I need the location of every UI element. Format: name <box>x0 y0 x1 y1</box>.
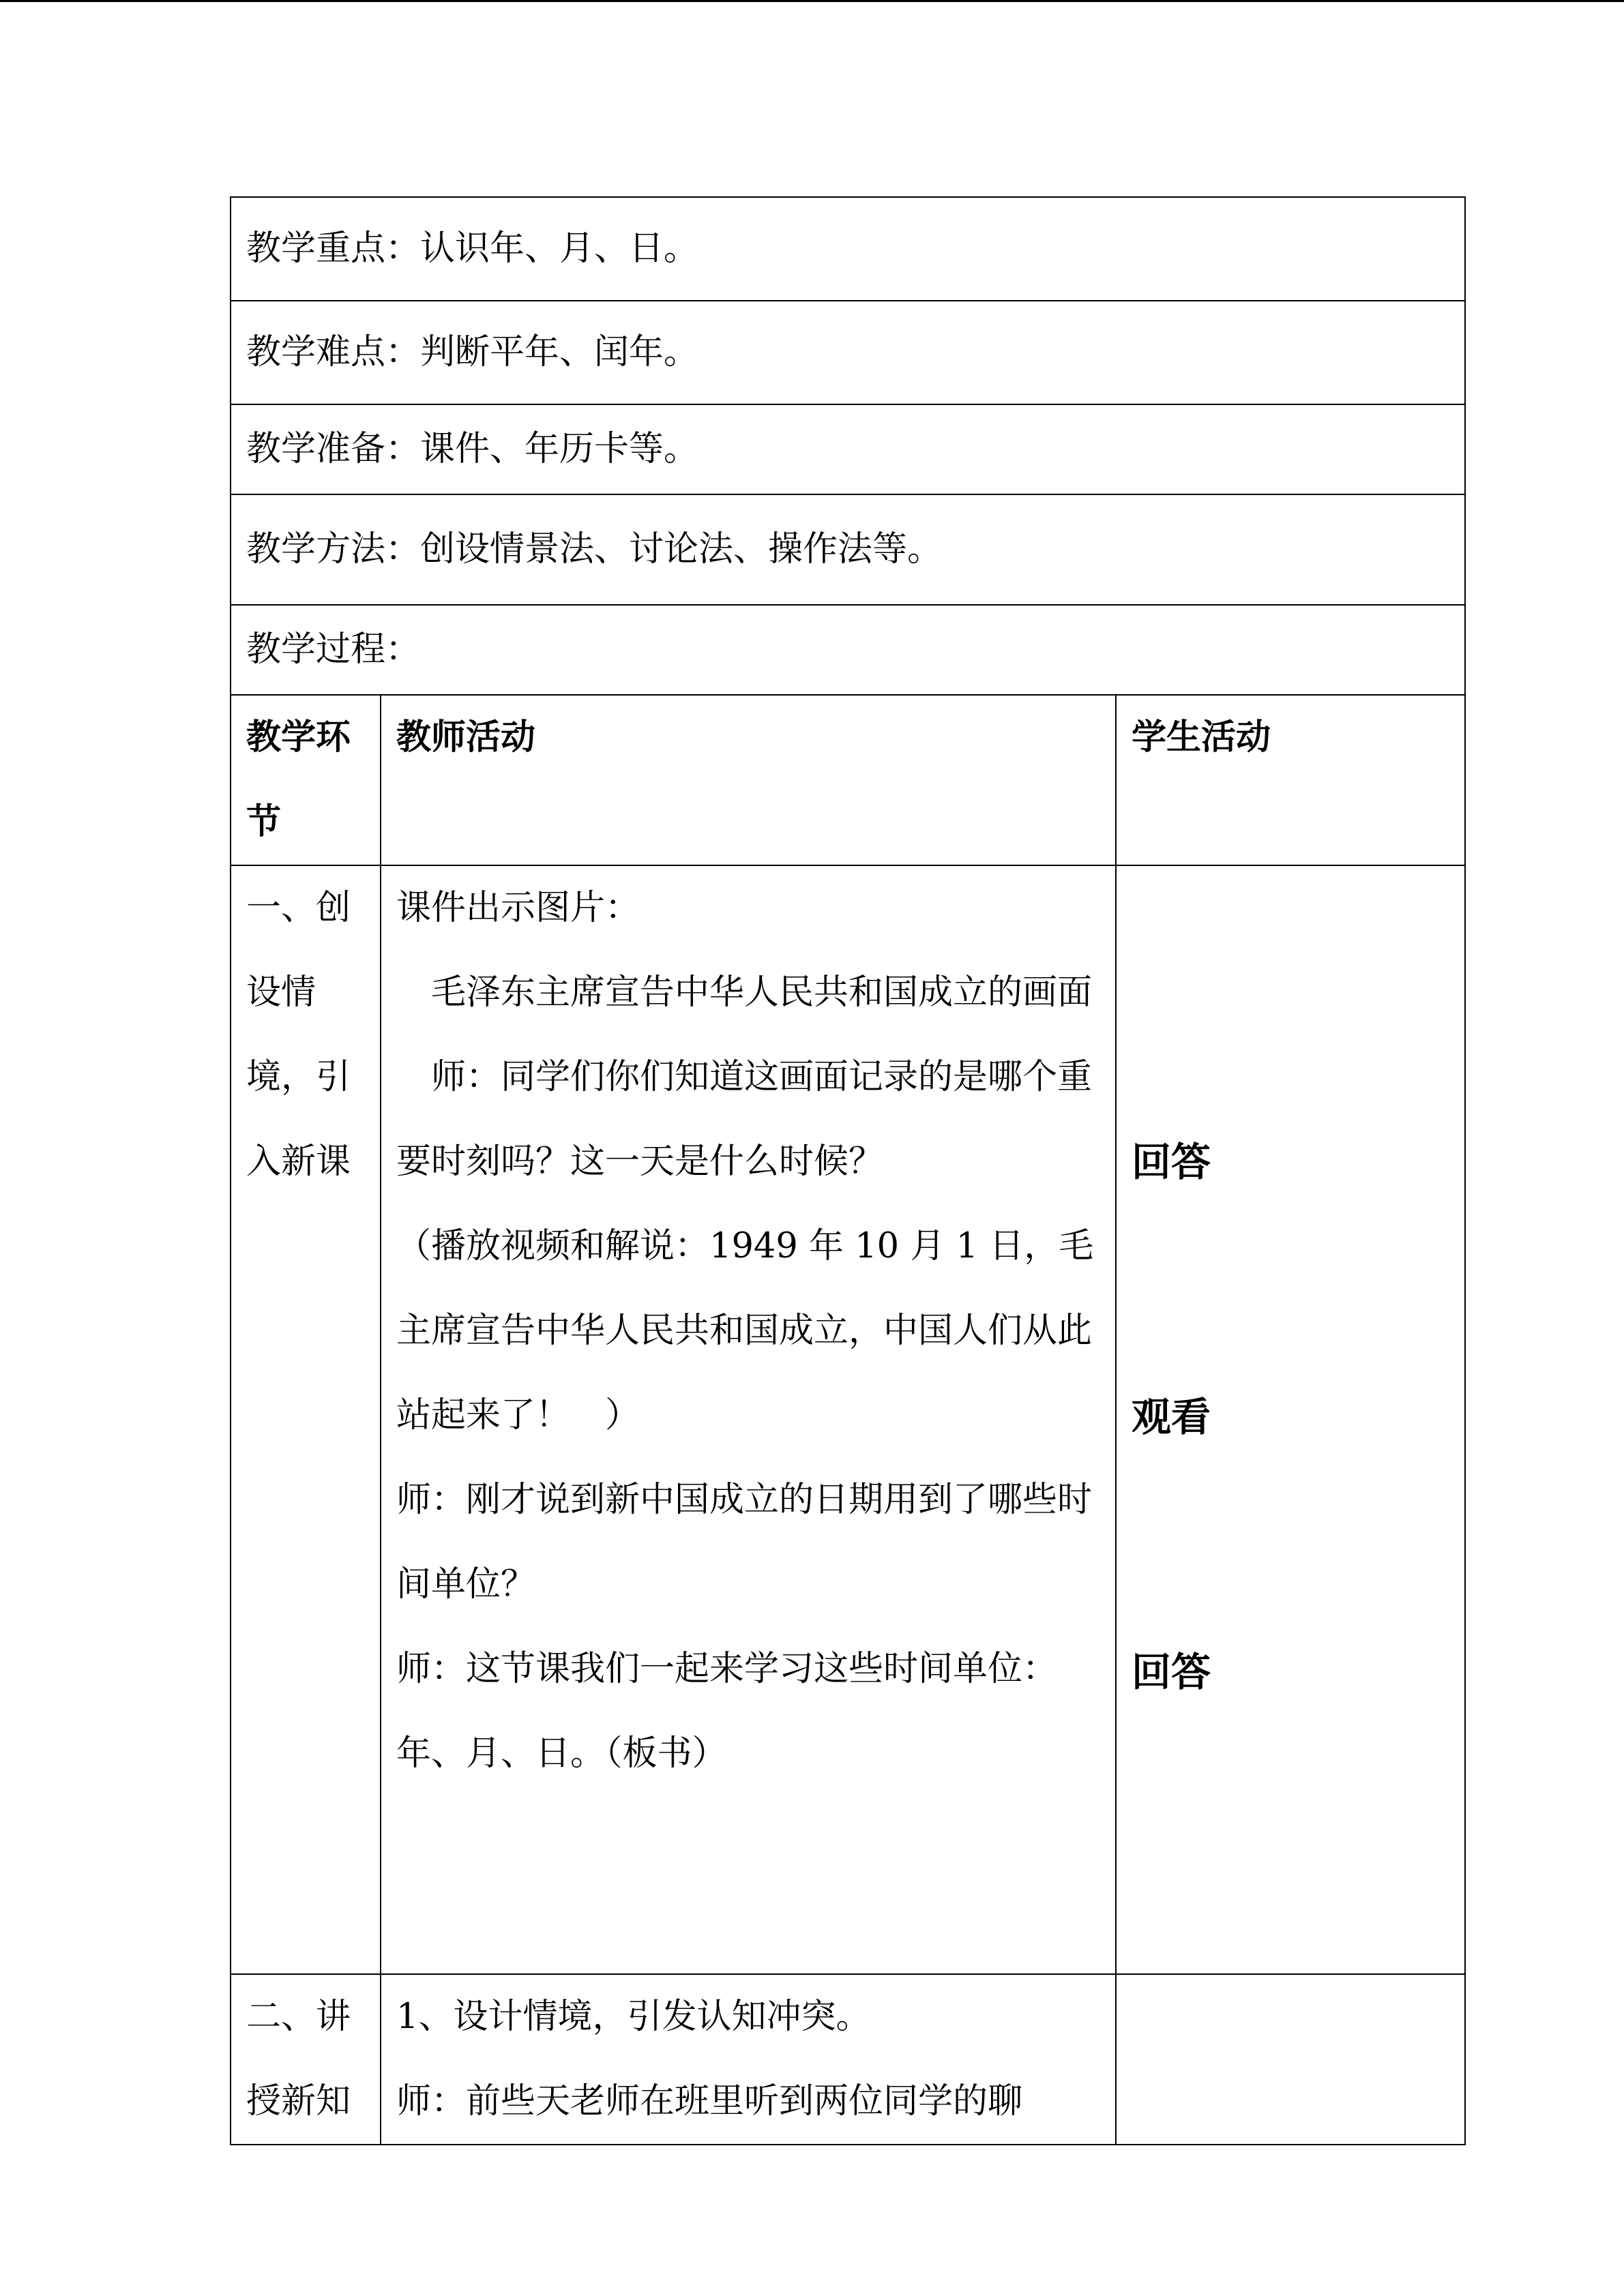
teacher-1-line-5: 师：刚才说到新中国成立的日期用到了哪些时间单位？ <box>396 1480 1093 1605</box>
stage-2-teacher <box>381 1974 1116 2145</box>
teacher-1-line-1: 课件出示图片： <box>396 888 640 928</box>
header-row <box>231 695 1465 865</box>
header-teacher: 教师活动 <box>381 695 1116 865</box>
teaching-process: 教学过程： <box>231 605 1465 695</box>
teacher-1-line-6: 师：这节课我们一起来学习这些时间单位：年、月、日。（板书） <box>396 1649 1058 1774</box>
difficulty-row <box>231 301 1465 404</box>
student-answer-1: 回答 <box>1132 1139 1211 1185</box>
teacher-2-line-2: 师：前些天老师在班里听到两位同学的聊 <box>396 2081 1023 2121</box>
teaching-method: 教学方法：创设情景法、讨论法、操作法等。 <box>231 494 1465 605</box>
teaching-preparation: 教学准备：课件、年历卡等。 <box>231 404 1465 494</box>
teaching-focus: 教学重点：认识年、月、日。 <box>231 197 1465 301</box>
process-row <box>231 605 1465 695</box>
stage-row-2 <box>231 1974 1465 2145</box>
stage-2-label: 二、讲授新知 <box>231 1974 381 2145</box>
student-answer-2: 回答 <box>1132 1649 1211 1695</box>
teaching-difficulty: 教学难点：判断平年、闰年。 <box>231 301 1465 404</box>
student-watch: 观看 <box>1132 1394 1211 1440</box>
stage-1-student <box>1116 865 1465 1974</box>
stage-1-teacher <box>381 865 1116 1974</box>
focus-row <box>231 197 1465 301</box>
header-stage: 教学环节 <box>231 695 381 865</box>
teacher-1-line-2: 毛泽东主席宣告中华人民共和国成立的画面 <box>396 972 1093 1013</box>
page-top-rule <box>0 0 1624 2</box>
lesson-plan-table <box>230 196 1466 2145</box>
stage-2-student <box>1116 1974 1465 2145</box>
method-row <box>231 494 1465 605</box>
teacher-1-line-4: （播放视频和解说：1949 年 10 月 1 日，毛主席宣告中华人民共和国成立，中国人们从此站起来了！ ） <box>396 1226 1094 1435</box>
preparation-row <box>231 404 1465 494</box>
stage-row-1 <box>231 865 1465 1974</box>
teacher-2-line-1: 1、设计情境，引发认知冲突。 <box>396 1997 871 2037</box>
teacher-1-line-3: 师：同学们你们知道这画面记录的是哪个重要时刻吗？这一天是什么时候？ <box>396 1057 1093 1182</box>
header-student: 学生活动 <box>1116 695 1465 865</box>
stage-1-label: 一、创设情境，引入新课 <box>231 865 381 1974</box>
